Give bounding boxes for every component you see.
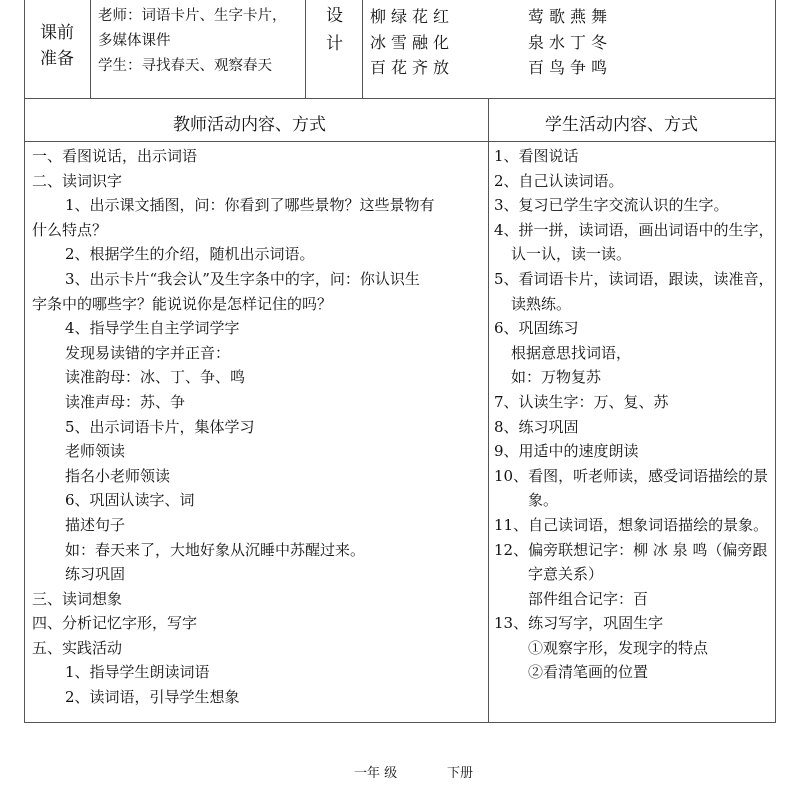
teacher-line: 什么特点？ [32,220,108,239]
teacher-line: 一、看图说话，出示词语 [32,147,198,165]
student-header: 学生活动内容、方式 [545,115,698,135]
student-line: 12、偏旁联想记字：柳 冰 泉 鸣（偏旁跟字意关系） [494,540,768,584]
teacher-line: 5、出示词语卡片，集体学习 [65,417,255,436]
design-words-col2 [528,4,612,81]
student-activities [494,144,774,685]
footer-grade: 一年 级 [354,766,398,781]
border-left [24,0,25,723]
teacher-line: 3、出示卡片“我会认”及生字条中的字，问：你认识生 [65,269,420,288]
border-bottom [24,722,776,723]
prep-label: 课前准备 [40,23,74,69]
teacher-line: 发现易读错的字并正音： [65,343,231,362]
design-words-col1 [370,4,454,81]
design-word: 百花齐放 [370,58,455,77]
design-word: 柳绿花红 [370,7,455,26]
teacher-line: 字条中的哪些字？能说说你是怎样记住的吗？ [32,294,333,313]
col-divider-main [488,98,489,723]
prep-line: 老师：词语卡片、生字卡片， [98,8,287,24]
design-label [326,2,343,58]
teacher-line: 1、指导学生朗读词语 [65,663,210,682]
student-line: 如：万物复苏 [511,368,602,387]
prep-line: 学生：寻找春天、观察春天 [98,58,272,74]
student-line: 9、用适中的速度朗读 [494,442,639,461]
student-line: 1、看图说话 [494,147,579,165]
teacher-line: 6、巩固认读字、词 [65,491,195,510]
design-label-char: 设 [326,6,343,26]
col-divider-2 [305,0,306,98]
student-line: 2、自己认读词语。 [494,171,624,190]
teacher-line: 2、读词语，引导学生想象 [65,688,240,707]
teacher-line: 练习巩固 [65,565,126,584]
col-divider-3 [362,0,363,98]
teacher-line: 描述句子 [65,515,126,534]
border-right [775,0,776,723]
teacher-header: 教师活动内容、方式 [173,115,326,135]
student-line: 8、练习巩固 [494,417,579,436]
teacher-line: 读准声母：苏、争 [65,392,186,411]
design-word: 泉水丁冬 [528,32,613,52]
student-line: 10、看图，听老师读，感受词语描绘的景象。 [494,466,769,510]
student-line: 4、拼一拼，读词语，画出词语中的生字，认一认，读一读。 [494,220,774,264]
teacher-line: 1、出示课文插图，问：你看到了哪些景物？这些景物有 [65,196,435,215]
col-divider-1 [90,0,91,98]
student-line: 3、复习已学生字交流认识的生字。 [494,196,729,215]
teacher-line: 指名小老师领读 [65,466,171,485]
prep-content [98,4,287,79]
student-line: 5、看词语卡片，读词语，跟读，读准音，读熟练。 [494,269,774,313]
teacher-line: 老师领读 [65,442,126,461]
student-line: 11、自己读词语，想象词语描绘的景象。 [494,515,769,534]
design-word: 百鸟争鸣 [528,58,613,77]
row-divider-header [24,141,776,142]
student-line: 6、巩固练习 [494,319,579,338]
design-label-char: 计 [326,34,343,54]
design-word: 冰雪融化 [370,32,455,52]
teacher-line: 三、读词想象 [32,589,123,608]
student-line: 部件组合记字：百 [528,589,649,608]
teacher-line: 读准韵母：冰、丁、争、鸣 [65,368,246,387]
teacher-line: 二、读词识字 [32,171,123,190]
teacher-line: 2、根据学生的介绍，随机出示词语。 [65,245,315,264]
student-line: 7、认读生字：万、复、苏 [494,392,669,411]
row-divider-top [24,98,776,99]
teacher-line: 如：春天来了，大地好象从沉睡中苏醒过来。 [65,540,366,559]
teacher-activities [32,144,484,710]
student-line: 13、练习写字，巩固生字 [494,614,664,633]
prep-line: 多媒体课件 [98,33,171,49]
footer-volume: 下册 [447,766,474,781]
teacher-line: 四、分析记忆字形，写字 [32,614,198,633]
student-line: ②看清笔画的位置 [528,663,649,682]
teacher-line: 4、指导学生自主学词学字 [65,319,240,338]
student-line: ①观察字形，发现字的特点 [528,638,709,657]
teacher-line: 五、实践活动 [32,638,123,657]
student-line: 根据意思找词语， [511,343,632,362]
design-word: 莺歌燕舞 [528,7,613,26]
